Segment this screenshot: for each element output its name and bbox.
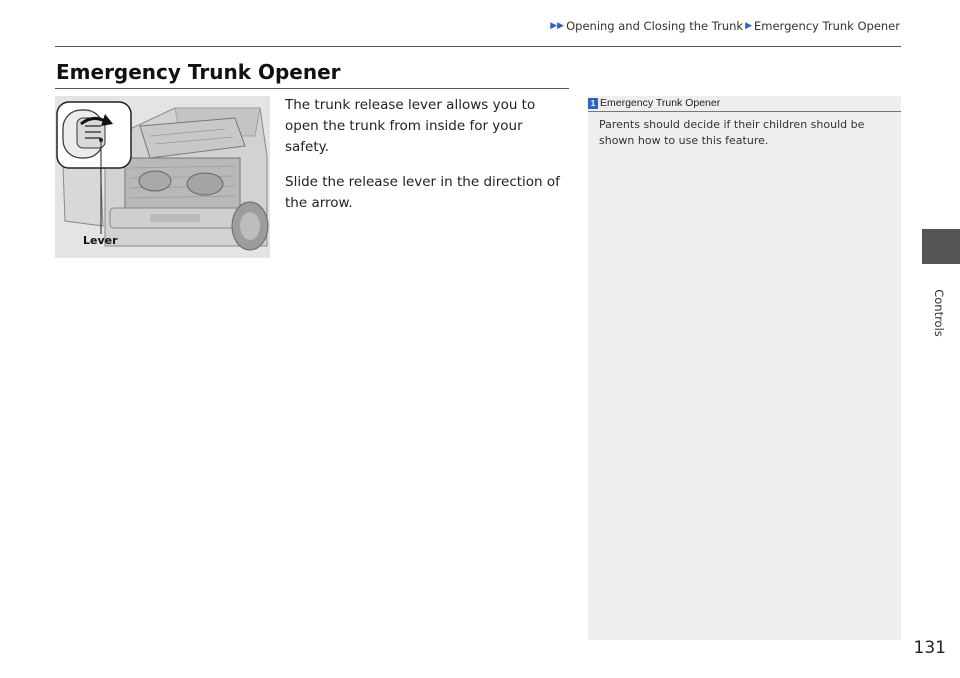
title-divider xyxy=(55,88,569,89)
trunk-figure xyxy=(55,96,270,258)
note-number-icon: 1 xyxy=(588,98,598,109)
note-text: Parents should decide if their children should be shown how to use this feature. xyxy=(599,118,865,147)
section-label-text: Controls xyxy=(932,289,946,337)
note-panel xyxy=(588,96,901,640)
paragraph: Slide the release lever in the direction of the arrow. xyxy=(285,174,560,211)
body-text xyxy=(285,95,570,228)
section-tab[interactable] xyxy=(922,229,960,264)
breadcrumb-item: Opening and Closing the Trunk xyxy=(566,19,744,33)
breadcrumb-arrow-icon: ▶ xyxy=(745,21,752,31)
note-divider xyxy=(588,111,901,112)
note-title xyxy=(588,97,901,109)
breadcrumb-item: Emergency Trunk Opener xyxy=(754,19,900,33)
section-label xyxy=(919,283,959,343)
breadcrumb-arrow-icon: ▶▶ xyxy=(550,21,565,31)
note-title-text: Emergency Trunk Opener xyxy=(600,97,721,109)
breadcrumb xyxy=(550,19,900,33)
lever-callout-label: Lever xyxy=(83,234,118,247)
paragraph: The trunk release lever allows you to open the trunk from inside for your safety. xyxy=(285,97,536,155)
page-title: Emergency Trunk Opener xyxy=(56,60,341,84)
header-divider xyxy=(55,46,901,47)
page-number: 131 xyxy=(913,638,946,658)
